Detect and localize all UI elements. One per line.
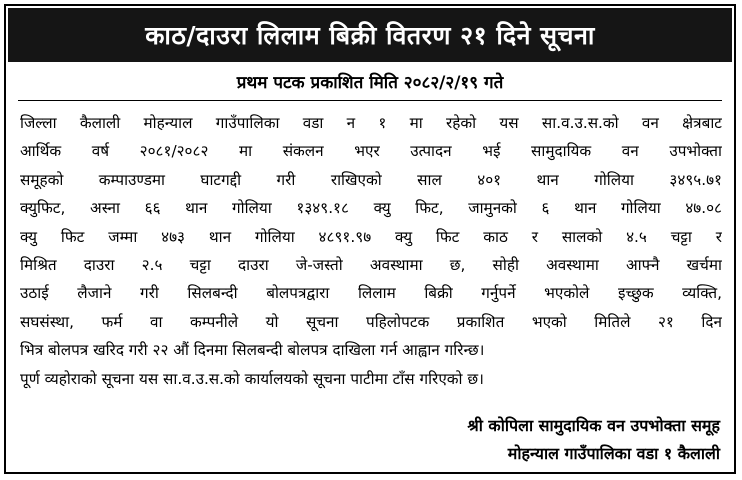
body-line: मिश्रित दाउरा २.५ चट्टा दाउरा जे-जस्तो अवस्थामा छ, सोही अवस्थामा आफ्नै खर्चमा xyxy=(20,255,722,274)
subtitle-underline xyxy=(18,100,722,101)
publication-date-heading: प्रथम पटक प्रकाशित मिति २०८२/२/१९ गते xyxy=(236,73,504,93)
body-line: पूर्ण व्यहोराको सूचना यस सा.व.उ.स.को कार्यालयको सूचना पाटीमा टाँस गरिएको छ। xyxy=(20,369,484,388)
body-line: क्युफिट, अस्ना ६६ थान गोलिया १३४९.१८ क्यु फिट, जामुनको ६ थान गोलिया ४७.०८ xyxy=(20,199,722,218)
body-line: उठाई लैजाने गरी सिलबन्दी बोलपत्रद्वारा लिलाम बिक्री गर्नुपर्ने भएकोले इच्छुक व्यक्ति, xyxy=(20,284,722,303)
signature-organization: श्री कोपिला सामुदायिक वन उपभोक्ता समूह xyxy=(467,416,720,435)
signature-address: मोहन्याल गाउँपालिका वडा १ कैलाली xyxy=(507,444,720,463)
body-line: आर्थिक वर्ष २०८१/२०८२ मा संकलन भएर उत्पादन भई सामुदायिक वन उपभोक्ता xyxy=(20,142,722,161)
body-line: सघसंस्था, फर्म वा कम्पनीले यो सूचना पहिलोपटक प्रकाशित भएको मितिले २१ दिन xyxy=(20,312,722,331)
body-line: जिल्ला कैलाली मोहन्याल गाउँपालिका वडा न १ मा रहेको यस सा.व.उ.स.को वन क्षेत्रबाट xyxy=(20,114,722,132)
notice-title: काठ/दाउरा लिलाम बिक्री वितरण २१ दिने सूचना xyxy=(8,8,732,62)
body-line: क्यु फिट जम्मा ४७३ थान गोलिया ४८९१.९७ क्यु फिट काठ र सालको ४.५ चट्टा र xyxy=(20,227,722,246)
body-line: भित्र बोलपत्र खरिद गरी २२ औं दिनमा सिलबन्दी बोलपत्र दाखिला गर्न आह्वान गरिन्छ। xyxy=(20,341,485,360)
notice-box xyxy=(4,4,736,474)
notice-body xyxy=(20,109,722,393)
body-line: समूहको कम्पाउण्डमा घाटगद्दी गरी राखिएको साल ४०१ थान गोलिया ३४९५.७१ xyxy=(20,170,722,189)
